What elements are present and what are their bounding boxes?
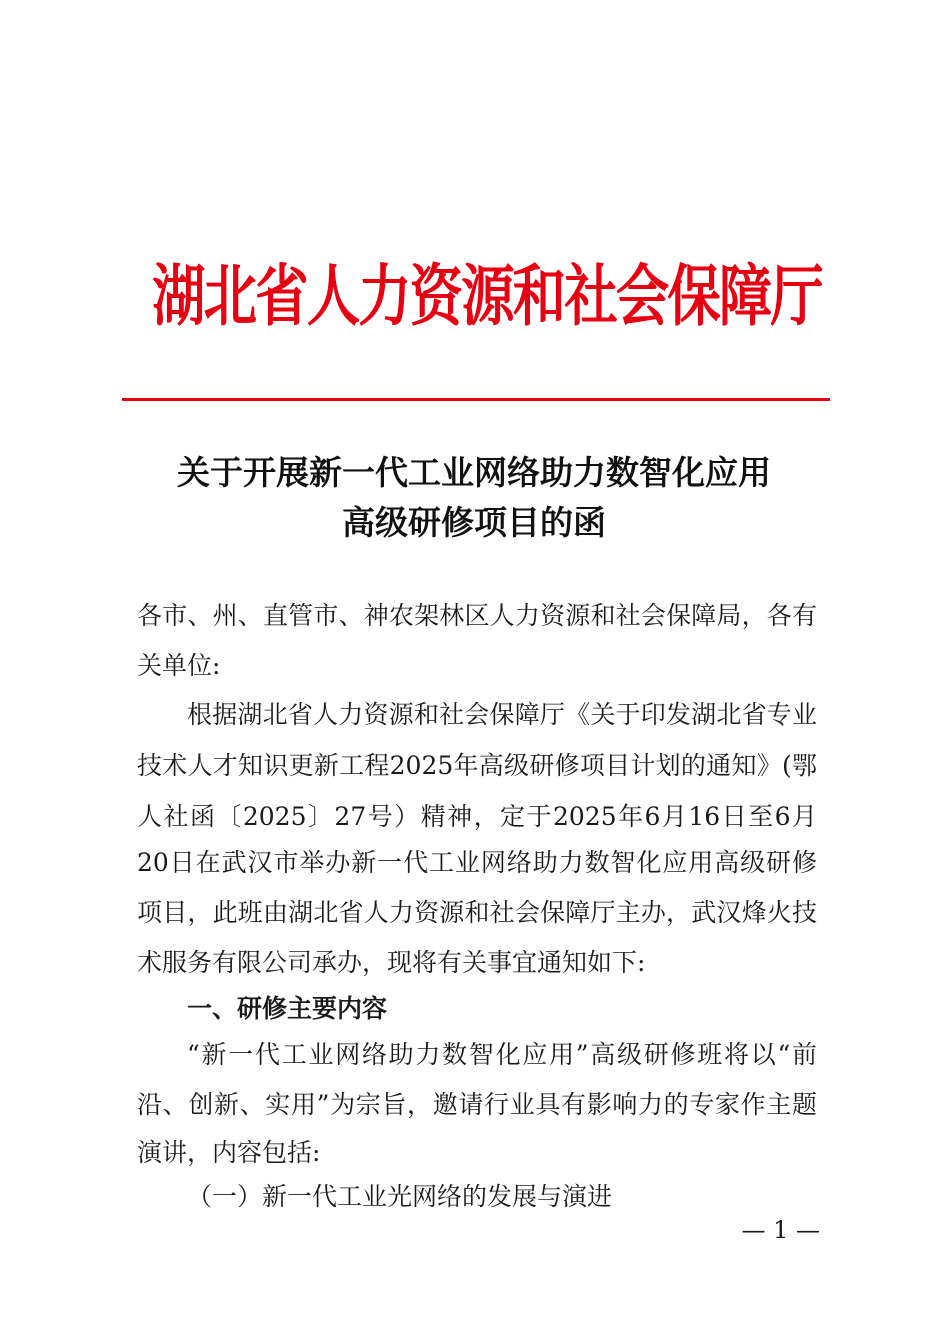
section-heading-1: 一、研修主要内容 (187, 994, 388, 1023)
body-line: 术服务有限公司承办，现将有关事宜通知如下: (137, 948, 646, 977)
salutation-line-2: 关单位: (137, 651, 221, 680)
letterhead-red-rule (122, 398, 830, 401)
body-line: 项目，此班由湖北省人力资源和社会保障厅主办，武汉烽火技 (137, 898, 817, 927)
body-line: 沿、创新、实用”为宗旨，邀请行业具有影响力的专家作主题 (137, 1090, 817, 1119)
page-number: — 1 — (741, 1216, 820, 1244)
body-line: 20日在武汉市举办新一代工业网络助力数智化应用高级研修 (137, 848, 817, 877)
salutation-line-1: 各市、州、直管市、神农架林区人力资源和社会保障局，各有 (137, 601, 817, 630)
body-line: 技术人才知识更新工程2025年高级研修项目计划的通知》(鄂 (137, 751, 817, 780)
subsection-heading-1: （一）新一代工业光网络的发展与演进 (187, 1182, 613, 1211)
body-line: “新一代工业网络助力数智化应用”高级研修班将以“前 (187, 1040, 817, 1069)
body-line: 根据湖北省人力资源和社会保障厅《关于印发湖北省专业 (187, 700, 817, 729)
letterhead-org-name: 湖北省人力资源和社会保障厅 (152, 256, 822, 336)
title-line-1: 关于开展新一代工业网络助力数智化应用 (177, 453, 771, 492)
title-line-2: 高级研修项目的函 (342, 503, 606, 542)
body-line: 人社函〔2025〕27号）精神，定于2025年6月16日至6月 (137, 802, 817, 831)
document-title (100, 448, 848, 548)
body-line: 演讲，内容包括: (137, 1138, 321, 1167)
